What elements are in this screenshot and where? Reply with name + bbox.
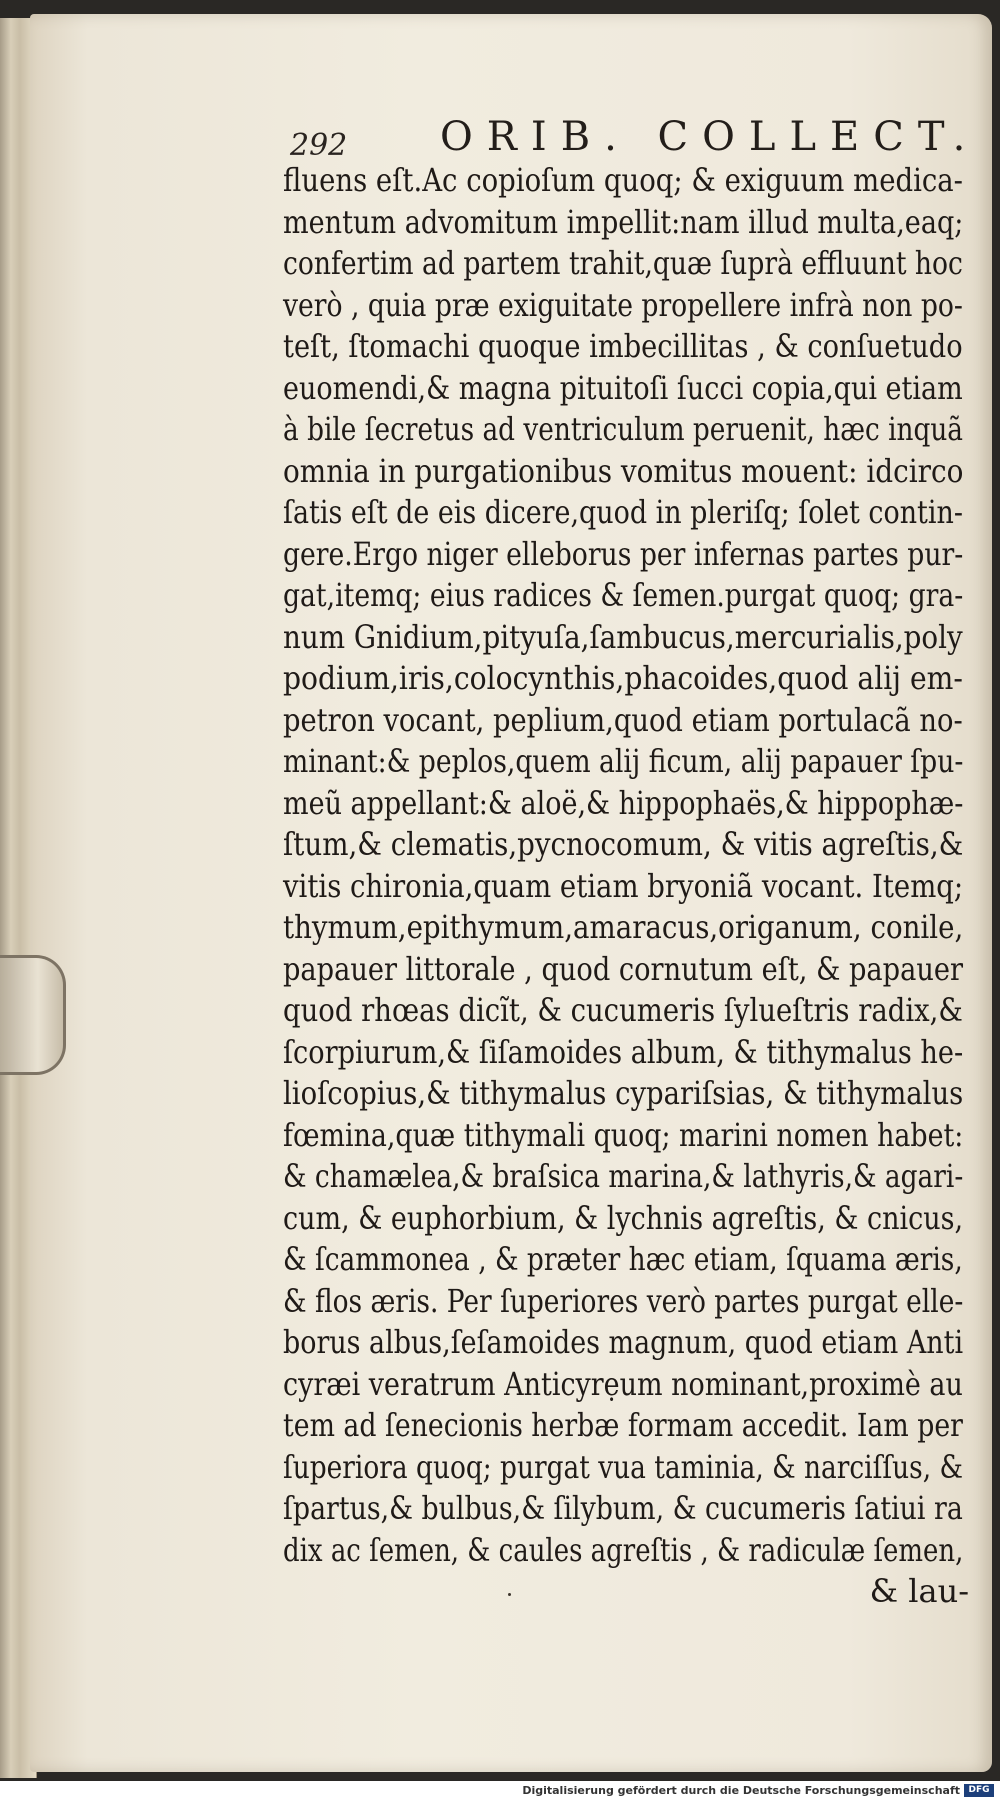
text-line: minant:& peplos,quem alij ficum, alij papauer ſpu- [283, 742, 964, 780]
text-line: fœmina,quæ tithymali quoq; marini nomen habet: [283, 1115, 964, 1154]
text-line: num Gnidium,pityuſa,ſambucus,mercurialis,poly [283, 617, 963, 656]
text-line: & ſcammonea , & præter hæc etiam, ſquama æris, [283, 1240, 963, 1278]
text-line: cum, & euphorbium, & lychnis agreſtis, & cnicus, [283, 1198, 964, 1237]
page-header [290, 112, 980, 164]
text-line: confertim ad partem trahit,quæ ſuprà effluunt hoc [283, 244, 963, 282]
text-line: cyræi veratrum Anticyrẹum nominant,proximè au [283, 1364, 963, 1403]
text-line: petron vocant, peplium,quod etiam portulacã no- [283, 700, 963, 739]
text-line: ſuperiora quoq; purgat vua taminia, & narciſſus, & [283, 1447, 964, 1486]
book-clasp [0, 955, 66, 1075]
text-line: & flos æris. Per ſuperiores verò partes purgat elle- [283, 1281, 964, 1320]
text-line: fluens eſt.Ac copioſum quoq; & exiguum medica- [283, 161, 963, 199]
text-line: quod rhœas dicĩt, & cucumeris ſylueſtris radix,& [283, 991, 963, 1029]
text-line: lioſcopius,& tithymalus cypariſsias, & tithymalus [283, 1074, 964, 1112]
text-line: gat,itemq; eius radices & ſemen.purgat quoq; gra- [283, 576, 964, 614]
funding-credit: Digitalisierung gefördert durch die Deutsche Forschungsgemeinschaft [522, 1784, 960, 1797]
text-line: euomendi,& magna pituitoſi ſucci copia,qui etiam [283, 368, 963, 407]
text-line: verò , quia præ exiguitate propellere infrà non po- [283, 285, 963, 324]
digitization-footer [0, 1781, 1000, 1801]
text-line: ſtum,& clematis,pycnocomum, & vitis agreſtis,& [283, 825, 964, 863]
text-line: borus albus,ſeſamoides magnum, quod etiam Anti [283, 1323, 964, 1361]
dfg-logo: DFG [964, 1784, 994, 1797]
text-line: ſpartus,& bulbus,& ſilybum, & cucumeris ſatiui ra [283, 1489, 963, 1527]
text-line: teſt, ſtomachi quoque imbecillitas , & conſuetudo [283, 327, 963, 365]
text-line: gere.Ergo niger elleborus per infernas partes pur- [283, 534, 964, 573]
page-number: 292 [290, 128, 348, 163]
catchword: & lau- [869, 1572, 969, 1610]
text-line: ſcorpiurum,& ſiſamoides album, & tithymalus he- [283, 1032, 964, 1071]
body-text [283, 160, 973, 1613]
text-line: tem ad ſenecionis herbæ formam accedit. Iam per [283, 1406, 963, 1444]
ink-speck [508, 1593, 511, 1596]
text-line: omnia in purgationibus vomitus mouent: idcirco [283, 451, 964, 490]
text-line: ſatis eſt de eis dicere,quod in pleriſq; ſolet contin- [283, 493, 963, 531]
running-title: ORIB. COLLECT. [440, 114, 980, 160]
text-line: dix ac ſemen, & caules agreſtis , & radiculæ ſemen, [283, 1530, 964, 1569]
text-line: à bile ſecretus ad ventriculum peruenit, hæc inquã [283, 410, 964, 448]
text-line: & chamælea,& braſsica marina,& lathyris,& agari- [283, 1157, 964, 1195]
text-line: thymum,epithymum,amaracus,origanum, conile, [283, 908, 964, 946]
text-line: meũ appellant:& aloë,& hippophaës,& hippophæ- [283, 783, 964, 822]
text-line: papauer littorale , quod cornutum eſt, & papauer [283, 949, 964, 988]
text-line: podium,iris,colocynthis,phacoides,quod alij em- [283, 659, 963, 697]
text-line: mentum advomitum impellit:nam illud multa,eaq; [283, 202, 964, 241]
text-line: vitis chironia,quam etiam bryoniã vocant. Itemq; [283, 866, 964, 905]
